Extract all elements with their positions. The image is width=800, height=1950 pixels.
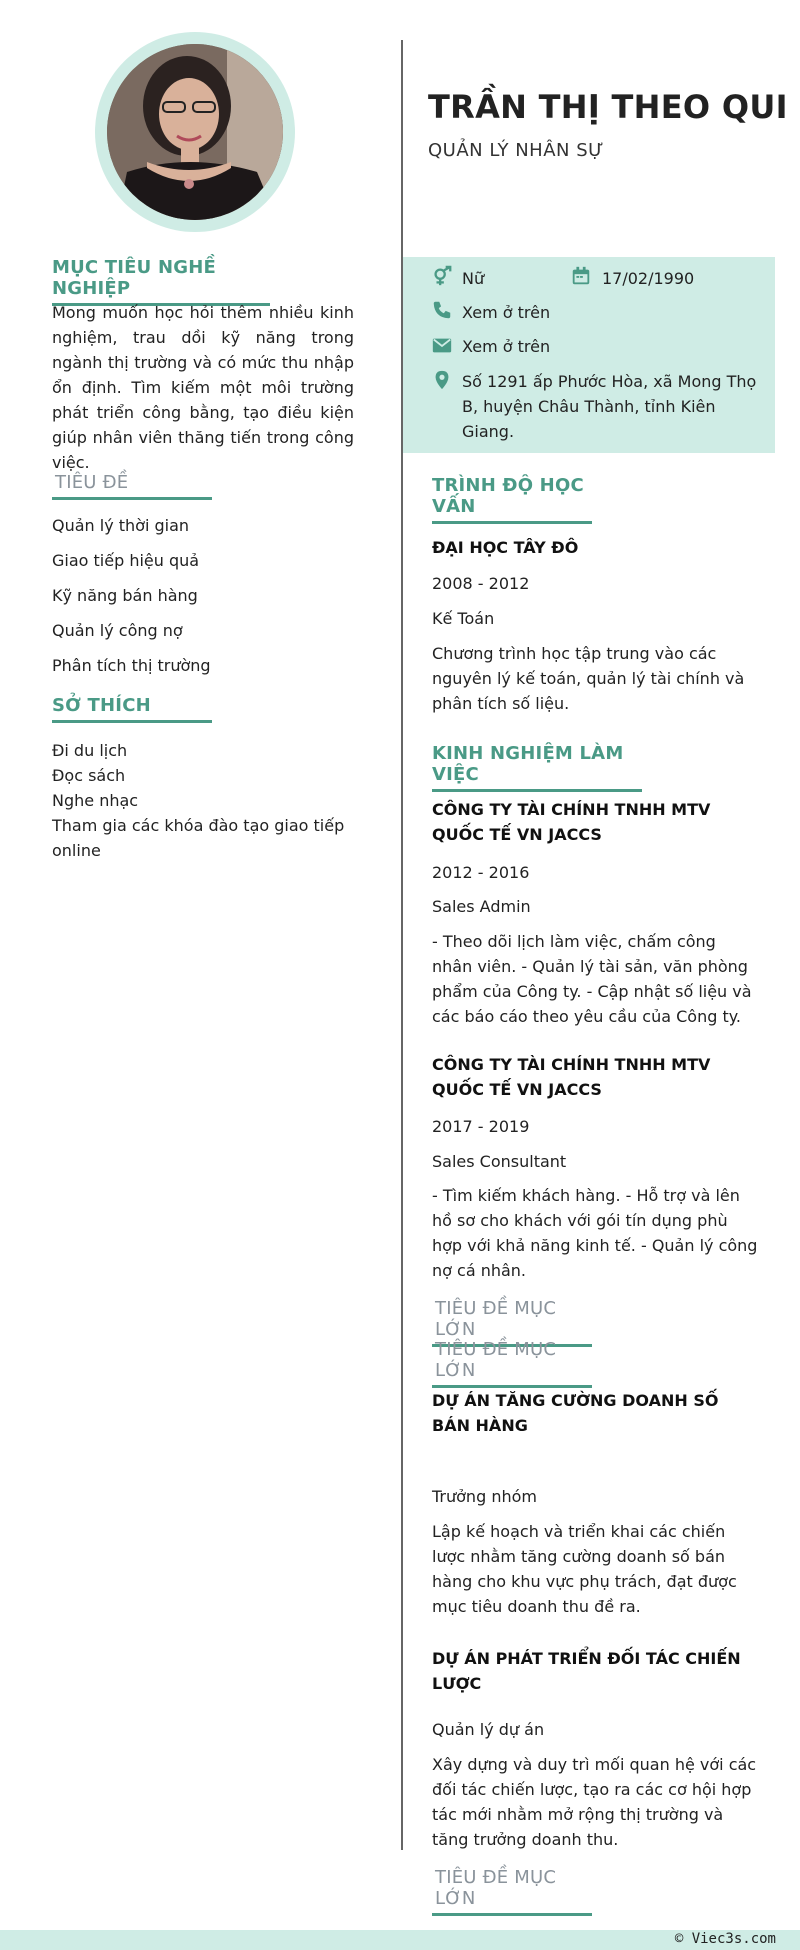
education-title: TRÌNH ĐỘ HỌC VẤN <box>432 475 592 524</box>
job-company: CÔNG TY TÀI CHÍNH TNHH MTV QUỐC TẾ VN JACCS <box>432 800 711 844</box>
job-position: Sales Consultant <box>432 1152 567 1171</box>
skill-item: Kỹ năng bán hàng <box>52 586 198 605</box>
job-company: CÔNG TY TÀI CHÍNH TNHH MTV QUỐC TẾ VN JACCS <box>432 1055 711 1099</box>
job-period: 2012 - 2016 <box>432 863 530 882</box>
project-name: DỰ ÁN TĂNG CƯỜNG DOANH SỐ BÁN HÀNG <box>432 1391 719 1435</box>
section-placeholder-title: TIÊU ĐỀ MỤC LỚN <box>432 1339 592 1388</box>
birthdate-value: 17/02/1990 <box>602 269 695 288</box>
calendar-icon <box>570 265 592 287</box>
job-position: Sales Admin <box>432 897 531 916</box>
skill-item: Quản lý thời gian <box>52 516 190 535</box>
project-description: Xây dựng và duy trì mối quan hệ với các đối tác chiến lược, tạo ra các cơ hội hợp tác mới nhằm mở rộng thị trường và tăng trưởng doanh thu. <box>432 1755 757 1849</box>
avatar <box>107 44 283 220</box>
objective-title: MỤC TIÊU NGHỀ NGHIỆP <box>52 257 270 306</box>
skill-item: Quản lý công nợ <box>52 621 183 640</box>
skill-item: Giao tiếp hiệu quả <box>52 551 200 570</box>
candidate-role: QUẢN LÝ NHÂN SỰ <box>428 140 605 161</box>
address-value: Số 1291 ấp Phước Hòa, xã Mong Thọ B, huyện Châu Thành, tỉnh Kiên Giang. <box>462 372 757 441</box>
hobbies-title: SỞ THÍCH <box>52 695 212 723</box>
hobby-item: Tham gia các khóa đào tạo giao tiếp online <box>52 816 345 860</box>
candidate-name: TRẦN THỊ THEO QUI <box>428 88 788 126</box>
hobby-item: Đọc sách <box>52 766 126 785</box>
skills-list <box>52 513 354 688</box>
watermark: © Viec3s.com <box>674 1931 776 1947</box>
project-description: Lập kế hoạch và triển khai các chiến lược nhằm tăng cường doanh số bán hàng cho khu vực phụ trách, đạt được mục tiêu doanh thu đề ra. <box>432 1522 737 1616</box>
project-role: Quản lý dự án <box>432 1720 545 1739</box>
email-value[interactable]: Xem ở trên <box>462 337 551 356</box>
project-name: DỰ ÁN PHÁT TRIỂN ĐỐI TÁC CHIẾN LƯỢC <box>432 1649 741 1693</box>
education-school: ĐẠI HỌC TÂY ĐÔ <box>432 538 579 557</box>
hobby-item: Nghe nhạc <box>52 791 139 810</box>
hobbies-list <box>52 738 354 863</box>
phone-value[interactable]: Xem ở trên <box>462 303 551 322</box>
job-description: - Theo dõi lịch làm việc, chấm công nhân viên. - Quản lý tài sản, văn phòng phẩm của Công ty. - Cập nhật số liệu và các báo cáo theo yêu cầu của Công ty. <box>432 932 752 1026</box>
gender-value: Nữ <box>462 269 485 288</box>
gender-icon <box>431 265 453 287</box>
skills-title: TIÊU ĐỀ <box>52 472 212 500</box>
skill-item: Phân tích thị trường <box>52 656 211 675</box>
education-major: Kế Toán <box>432 609 495 628</box>
hobby-item: Đi du lịch <box>52 741 128 760</box>
section-placeholder-title: TIÊU ĐỀ MỤC LỚN <box>432 1298 592 1347</box>
email-icon <box>431 334 453 356</box>
section-placeholder-title: TIÊU ĐỀ MỤC LỚN <box>432 1867 592 1916</box>
education-period: 2008 - 2012 <box>432 574 530 593</box>
location-icon <box>431 369 453 391</box>
contact-box <box>403 257 775 453</box>
avatar-photo-icon <box>107 44 283 220</box>
job-period: 2017 - 2019 <box>432 1117 530 1136</box>
avatar-ring <box>95 32 295 232</box>
phone-icon <box>431 299 453 321</box>
job-description: - Tìm kiếm khách hàng. - Hỗ trợ và lên hồ sơ cho khách với gói tín dụng phù hợp với khả năng kinh tế. - Quản lý công nợ cá nhân. <box>432 1186 758 1280</box>
project-role: Trưởng nhóm <box>432 1487 537 1506</box>
experience-title: KINH NGHIỆM LÀM VIỆC <box>432 743 642 792</box>
footer-bar <box>0 1930 800 1950</box>
objective-text: Mong muốn học hỏi thêm nhiều kinh nghiệm, trau dồi kỹ năng trong ngành thị trường và có mức thu nhập ổn định. Tìm kiếm một môi trường phát triển công bằng, tạo điều kiện giúp nhân viên thăng tiến trong công việc. <box>52 303 354 472</box>
education-description: Chương trình học tập trung vào các nguyên lý kế toán, quản lý tài chính và phân tích số liệu. <box>432 644 745 713</box>
